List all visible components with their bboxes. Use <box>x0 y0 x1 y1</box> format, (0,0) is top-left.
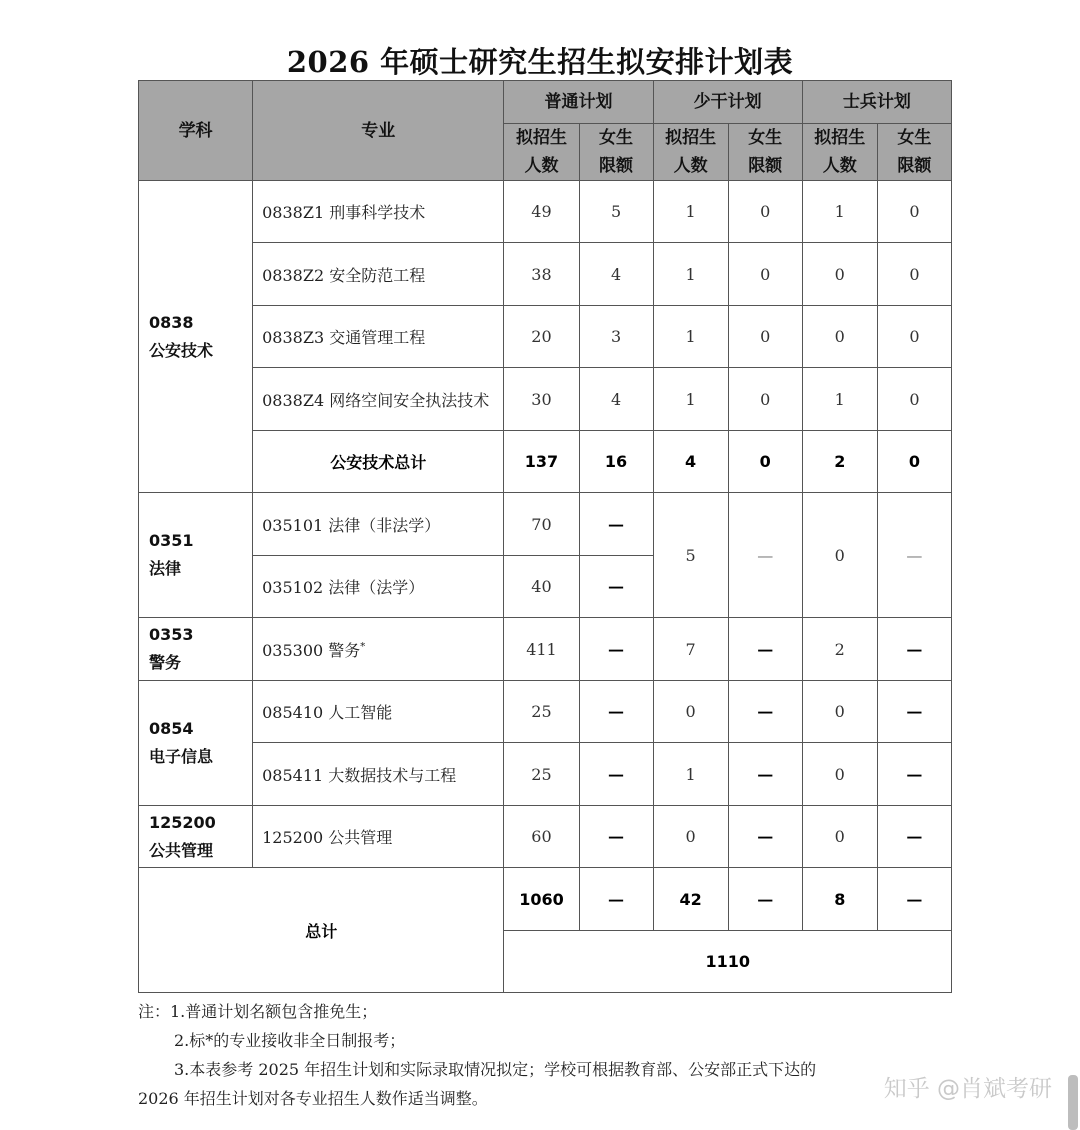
header-female-limit: 女生 限额 <box>877 124 951 181</box>
value-cell: 0 <box>877 181 951 243</box>
value-cell: 25 <box>504 743 579 806</box>
value-cell: 0 <box>877 306 951 368</box>
table-row <box>139 681 952 743</box>
value-cell: 0 <box>802 743 877 806</box>
value-cell: — <box>877 806 951 868</box>
value-cell: — <box>877 618 951 681</box>
value-cell: 7 <box>653 618 728 681</box>
value-cell: 4 <box>579 368 653 431</box>
total-label: 总计 <box>139 868 504 993</box>
value-cell: 4 <box>653 431 728 493</box>
header-regular-plan: 普通计划 <box>504 81 653 124</box>
major-cell: 0838Z4 网络空间安全执法技术 <box>253 368 504 431</box>
table-row <box>139 743 952 806</box>
scrollbar[interactable] <box>1068 1075 1078 1130</box>
major-cell: 0838Z1 刑事科学技术 <box>253 181 504 243</box>
table-row <box>139 306 952 368</box>
header-minority-plan: 少干计划 <box>653 81 802 124</box>
value-cell: 20 <box>504 306 579 368</box>
table-row <box>139 368 952 431</box>
value-cell: 2 <box>802 431 877 493</box>
value-cell: 0 <box>877 368 951 431</box>
value-cell: — <box>877 743 951 806</box>
value-cell: 16 <box>579 431 653 493</box>
value-cell: — <box>728 618 802 681</box>
subject-cell: 0854 电子信息 <box>139 681 253 806</box>
header-female-limit: 女生 限额 <box>728 124 802 181</box>
header-quota: 拟招生 人数 <box>504 124 579 181</box>
value-cell: — <box>728 743 802 806</box>
value-cell: 1 <box>653 306 728 368</box>
footnotes <box>138 997 968 1113</box>
value-cell: — <box>728 806 802 868</box>
enrollment-plan-table <box>138 80 952 993</box>
major-cell: 0838Z2 安全防范工程 <box>253 243 504 306</box>
major-cell: 035300 警务* <box>253 618 504 681</box>
value-cell: 137 <box>504 431 579 493</box>
value-cell: 25 <box>504 681 579 743</box>
page-title: 2026 年硕士研究生招生拟安排计划表 <box>286 45 794 79</box>
value-cell: — <box>728 493 802 618</box>
major-cell: 035102 法律（法学） <box>253 556 504 618</box>
value-cell: 42 <box>653 868 728 931</box>
value-cell: — <box>877 681 951 743</box>
value-cell: 0 <box>877 243 951 306</box>
value-cell: 1 <box>653 368 728 431</box>
value-cell: 0 <box>802 243 877 306</box>
value-cell: 0 <box>653 681 728 743</box>
subject-cell: 0838 公安技术 <box>139 181 253 493</box>
value-cell: — <box>579 868 653 931</box>
header-quota: 拟招生 人数 <box>653 124 728 181</box>
footnote: 2.标*的专业接收非全日制报考； <box>174 1031 406 1050</box>
footnote: 3.本表参考 2025 年招生计划和实际录取情况拟定；学校可根据教育部、公安部正式下达的 <box>174 1060 817 1079</box>
value-cell: — <box>877 493 951 618</box>
value-cell: 38 <box>504 243 579 306</box>
header-subject: 学科 <box>139 81 253 181</box>
value-cell: 1 <box>802 181 877 243</box>
value-cell: 8 <box>802 868 877 931</box>
subtotal-row <box>139 431 952 493</box>
value-cell: — <box>579 493 653 556</box>
value-cell: — <box>579 806 653 868</box>
major-cell: 035101 法律（非法学） <box>253 493 504 556</box>
header-soldier-plan: 士兵计划 <box>802 81 951 124</box>
value-cell: 49 <box>504 181 579 243</box>
value-cell: 60 <box>504 806 579 868</box>
major-cell: 0838Z3 交通管理工程 <box>253 306 504 368</box>
value-cell: 0 <box>728 243 802 306</box>
value-cell: 3 <box>579 306 653 368</box>
major-cell: 125200 公共管理 <box>253 806 504 868</box>
subject-cell: 0353 警务 <box>139 618 253 681</box>
header-female-limit: 女生 限额 <box>579 124 653 181</box>
value-cell: 40 <box>504 556 579 618</box>
value-cell: 0 <box>728 368 802 431</box>
table-row <box>139 493 952 556</box>
table-row <box>139 806 952 868</box>
value-cell: 411 <box>504 618 579 681</box>
value-cell: 0 <box>877 431 951 493</box>
major-cell: 085411 大数据技术与工程 <box>253 743 504 806</box>
value-cell: — <box>877 868 951 931</box>
value-cell: 0 <box>728 181 802 243</box>
value-cell: 30 <box>504 368 579 431</box>
grand-total-value: 1110 <box>504 931 952 993</box>
header-quota: 拟招生 人数 <box>802 124 877 181</box>
value-cell: — <box>579 556 653 618</box>
header-major: 专业 <box>253 81 504 181</box>
value-cell: — <box>579 743 653 806</box>
value-cell: 5 <box>653 493 728 618</box>
value-cell: 0 <box>728 431 802 493</box>
value-cell: 1060 <box>504 868 579 931</box>
value-cell: — <box>728 681 802 743</box>
value-cell: 4 <box>579 243 653 306</box>
value-cell: 0 <box>728 306 802 368</box>
value-cell: — <box>728 868 802 931</box>
subject-cell: 0351 法律 <box>139 493 253 618</box>
value-cell: 0 <box>653 806 728 868</box>
value-cell: — <box>579 618 653 681</box>
table-row <box>139 181 952 243</box>
value-cell: 1 <box>653 743 728 806</box>
value-cell: 70 <box>504 493 579 556</box>
subtotal-label: 公安技术总计 <box>253 431 504 493</box>
value-cell: — <box>579 681 653 743</box>
table-row <box>139 243 952 306</box>
value-cell: 2 <box>802 618 877 681</box>
subject-cell: 125200 公共管理 <box>139 806 253 868</box>
footnote: 2026 年招生计划对各专业招生人数作适当调整。 <box>138 1089 488 1108</box>
footnote: 注：1.普通计划名额包含推免生； <box>138 1002 378 1021</box>
total-row <box>139 868 952 931</box>
value-cell: 1 <box>653 181 728 243</box>
major-cell: 085410 人工智能 <box>253 681 504 743</box>
value-cell: 0 <box>802 806 877 868</box>
value-cell: 1 <box>653 243 728 306</box>
value-cell: 5 <box>579 181 653 243</box>
value-cell: 0 <box>802 306 877 368</box>
watermark: 知乎 @肖斌考研 <box>883 1076 1052 1102</box>
value-cell: 0 <box>802 681 877 743</box>
value-cell: 0 <box>802 493 877 618</box>
value-cell: 1 <box>802 368 877 431</box>
table-row <box>139 618 952 681</box>
